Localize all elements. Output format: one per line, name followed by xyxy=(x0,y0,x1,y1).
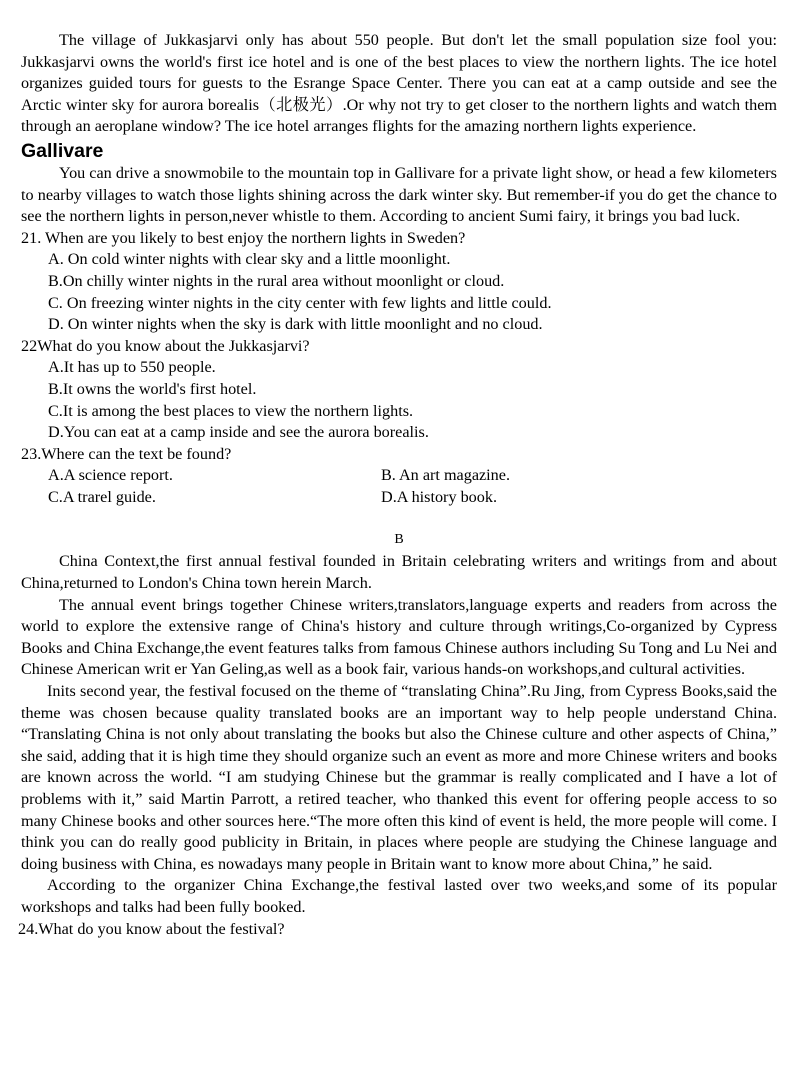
passage-b-paragraph: The annual event brings together Chinese writers,translators,language experts and readers from across the world to explore the extensive range of China's history and culture through writings,Co-organized by Cypress Books and China Exchange,the event features talks from famous Chinese authors including Su Tong and Lu Nei and Chinese American writ er Yan Geling,as well as a book fair, various hands-on workshops,and cultural activities. xyxy=(21,595,777,679)
jukkasjarvi-paragraph: The village of Jukkasjarvi only has about 550 people. But don't let the small population size fool you: Jukkasjarvi owns the world's first ice hotel and is one of the best places to view the northern lights. The ice hotel organizes guided tours for guests to the Esrange Space Center. There you can eat at a camp outside and see the Arctic winter sky for aurora borealis（北极光）.Or why not try to get closer to the northern lights and watch them through an aeroplane window? The ice hotel arranges flights for the amazing northern lights experience. xyxy=(21,31,777,136)
option-b: B.On chilly winter nights in the rural area without moonlight or cloud. xyxy=(48,271,505,290)
gallivare-paragraph: You can drive a snowmobile to the mountain top in Gallivare for a private light show, or head a few kilometers to nearby villages to watch those lights shining across the dark winter sky. But remember-if you do get the chance to see the northern lights in person,never whistle to them. According to ancient Sumi fairy, it brings you bad luck. xyxy=(21,163,777,226)
option-a: A.It has up to 550 people. xyxy=(48,358,216,377)
passage-b-paragraph: China Context,the first annual festival founded in Britain celebrating writers and writings from and about China,returned to London's China town herein March. xyxy=(21,552,777,593)
question-23 xyxy=(21,444,777,509)
passage-b-paragraph: According to the organizer China Exchange,the festival lasted over two weeks,and some of its popular workshops and talks had been fully booked. xyxy=(21,876,777,916)
section-b-label: B xyxy=(394,532,404,548)
option-b: B.It owns the world's first hotel. xyxy=(48,379,257,398)
document-page xyxy=(18,30,777,940)
gallivare-heading: Gallivare xyxy=(21,139,104,162)
option-c: C. On freezing winter nights in the city center with few lights and little could. xyxy=(48,293,552,312)
option-list xyxy=(21,249,777,335)
question-24-stem: 24.What do you know about the festival? xyxy=(18,919,285,938)
option-row xyxy=(21,487,777,509)
option-b: B. An art magazine. xyxy=(381,466,511,485)
option-a: A. On cold winter nights with clear sky and a little moonlight. xyxy=(48,250,451,269)
passage-b-paragraph: Inits second year, the festival focused on the theme of “translating China”.Ru Jing, from Cypress Books,said the theme was chosen because quality translated books are an important way to help people understand China. “Translating China is not only about translating the books but also the Chinese culture and other aspects of China,” she said, adding that it is high time they should organize such an event as more and more Chinese writers and books are known across the world. “I am studying Chinese but the grammar is really complicated and I have a lot of problems with it,” said Martin Parrott, a retired teacher, who thanked this event for offering people access to so many Chinese books and other sources here.“The more often this kind of event is held, the more people will come. I think you can do really good publicity in Britain, in places where people are studying the Chinese language and doing business with China, es nowadays many people in Britain want to know more about China,” he said. xyxy=(21,682,777,873)
question-21 xyxy=(21,228,777,336)
option-list xyxy=(21,357,777,443)
question-stem: 21. When are you likely to best enjoy the northern lights in Sweden? xyxy=(21,228,466,247)
question-stem: 22What do you know about the Jukkasjarvi? xyxy=(21,336,310,355)
option-c: C.It is among the best places to view the northern lights. xyxy=(48,401,414,420)
option-d: D.A history book. xyxy=(381,487,498,506)
option-d: D. On winter nights when the sky is dark with little moonlight and no cloud. xyxy=(48,315,543,334)
question-stem: 23.Where can the text be found? xyxy=(21,444,232,463)
option-row xyxy=(21,465,777,487)
question-22 xyxy=(21,336,777,444)
option-a: A.A science report. xyxy=(48,466,173,485)
option-c: C.A trarel guide. xyxy=(48,487,156,506)
option-d: D.You can eat at a camp inside and see the aurora borealis. xyxy=(48,423,429,442)
